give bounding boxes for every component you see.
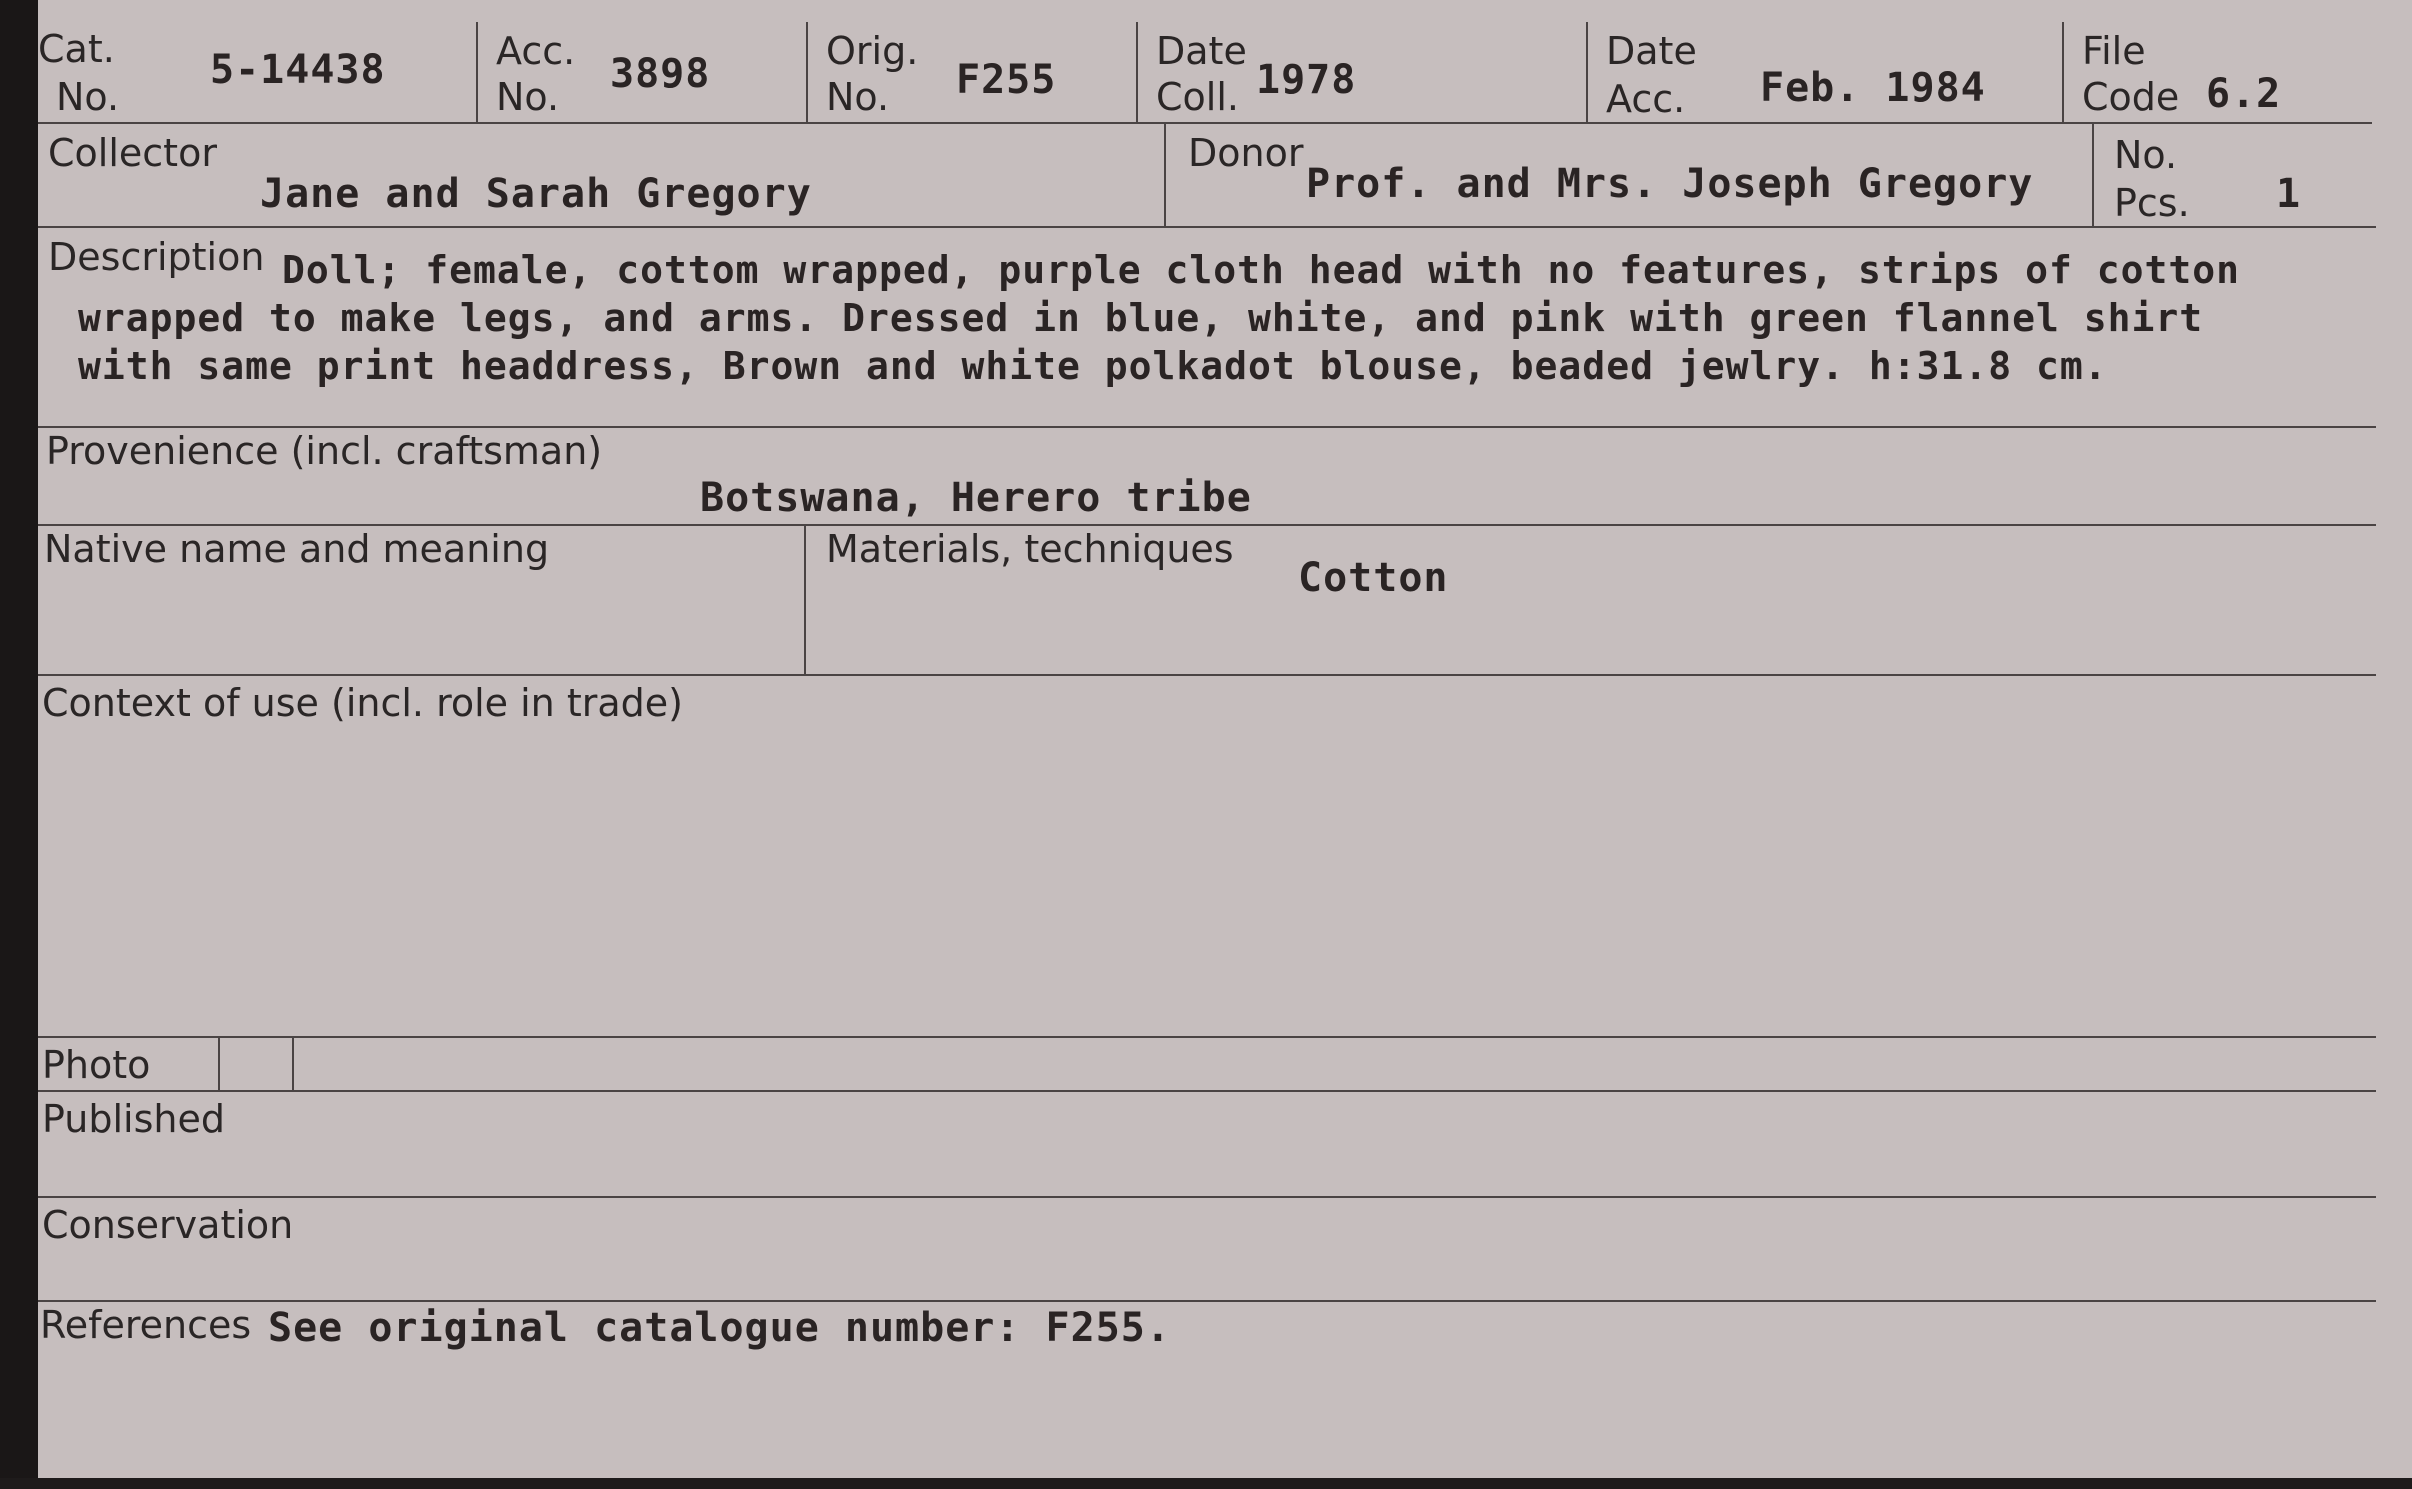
references-value: See original catalogue number: F255. bbox=[268, 1305, 1171, 1351]
donor-label: Donor bbox=[1188, 131, 1304, 175]
native-name-label: Native name and meaning bbox=[44, 527, 550, 571]
provenience-value: Botswana, Herero tribe bbox=[700, 475, 1252, 521]
photo-label: Photo bbox=[42, 1043, 151, 1087]
donor-value: Prof. and Mrs. Joseph Gregory bbox=[1306, 161, 2034, 207]
date-acc-label-1: Date bbox=[1606, 29, 1697, 73]
acc-no-label-2: No. bbox=[496, 75, 560, 119]
published-label: Published bbox=[42, 1097, 225, 1141]
collector-label: Collector bbox=[48, 131, 217, 175]
description-label: Description bbox=[48, 235, 265, 279]
materials-value: Cotton bbox=[1298, 555, 1449, 601]
description-line-3: with same print headdress, Brown and white polkadot blouse, beaded jewlry. h:31.8 cm. bbox=[78, 344, 2108, 388]
cat-no-label-2: No. bbox=[56, 75, 120, 119]
orig-no-value: F255 bbox=[956, 57, 1057, 103]
context-label: Context of use (incl. role in trade) bbox=[42, 681, 683, 725]
catalogue-card bbox=[38, 0, 2412, 1489]
file-code-value: 6.2 bbox=[2206, 71, 2282, 117]
date-coll-value: 1978 bbox=[1256, 57, 1357, 103]
conservation-label: Conservation bbox=[42, 1203, 294, 1247]
photo-divider-1 bbox=[218, 1038, 220, 1092]
collector-value: Jane and Sarah Gregory bbox=[260, 171, 812, 217]
card-edge-shadow bbox=[0, 1478, 2412, 1489]
file-code-label-2: Code bbox=[2082, 75, 2180, 119]
date-acc-value: Feb. 1984 bbox=[1760, 65, 1986, 111]
no-pcs-label-1: No. bbox=[2114, 133, 2178, 177]
description-line-1: Doll; female, cottom wrapped, purple cloth head with no features, strips of cotton bbox=[282, 248, 2240, 292]
orig-no-label-2: No. bbox=[826, 75, 890, 119]
materials-label: Materials, techniques bbox=[826, 527, 1234, 571]
orig-no-label-1: Orig. bbox=[826, 29, 919, 73]
photo-divider-2 bbox=[292, 1038, 294, 1092]
cat-no-label-1: Cat. bbox=[38, 27, 115, 71]
no-pcs-label-2: Pcs. bbox=[2114, 181, 2190, 225]
cat-no-value: 5-14438 bbox=[210, 47, 386, 93]
date-acc-label-2: Acc. bbox=[1606, 77, 1686, 121]
date-coll-label-1: Date bbox=[1156, 29, 1247, 73]
date-coll-label-2: Coll. bbox=[1156, 75, 1239, 119]
acc-no-label-1: Acc. bbox=[496, 29, 576, 73]
file-code-label-1: File bbox=[2082, 29, 2146, 73]
description-line-2: wrapped to make legs, and arms. Dressed in blue, white, and pink with green flannel shirt bbox=[78, 296, 2204, 340]
acc-no-value: 3898 bbox=[610, 51, 711, 97]
references-label: References bbox=[40, 1303, 252, 1347]
no-pcs-value: 1 bbox=[2276, 171, 2302, 217]
provenience-label: Provenience (incl. craftsman) bbox=[46, 429, 603, 473]
